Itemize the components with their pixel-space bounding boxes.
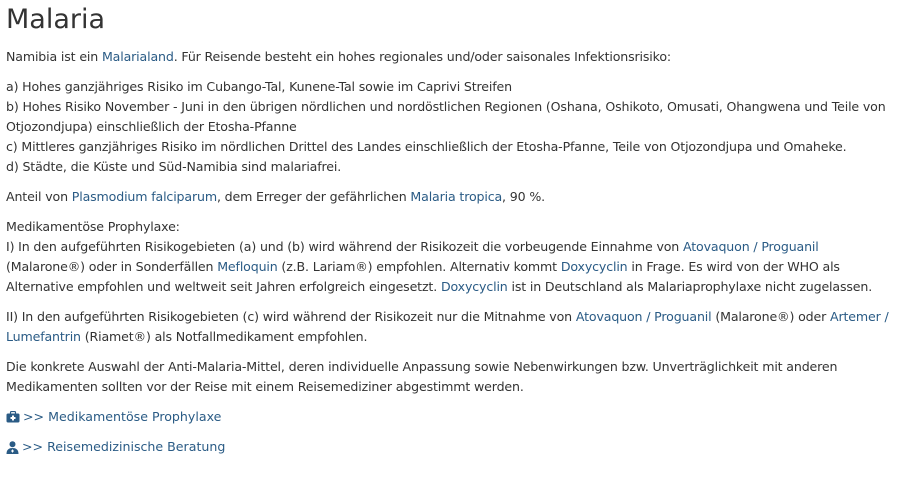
intro-paragraph: Namibia ist ein Malarialand. Für Reisende besteht ein hohes regionales und/oder saisonales Infektionsrisiko: [6, 49, 671, 64]
consultation-link[interactable]: >> Reisemedizinische Beratung [22, 439, 226, 454]
prophylaxis-link-row [6, 407, 892, 427]
mefloquin-link[interactable]: Mefloquin [217, 259, 278, 274]
risk-line-d: d) Städte, die Küste und Süd-Namibia sind malariafrei. [6, 159, 342, 174]
doxycyclin-link-2[interactable]: Doxycyclin [440, 279, 508, 294]
risk-line-a: a) Hohes ganzjähriges Risiko im Cubango-Tal, Kunene-Tal sowie im Caprivi Streifen [6, 79, 512, 94]
medkit-icon [6, 411, 20, 423]
risk-list [6, 77, 892, 177]
prophylaxis-link[interactable]: >> Medikamentöse Prophylaxe [23, 409, 222, 424]
doctor-icon [6, 441, 19, 454]
risk-line-b: b) Hohes Risiko November - Juni in den übrigen nördlichen und nordöstlichen Regionen (Oshana, Oshikoto, Omusati, Ohangwena und Teile von Otjozondjupa) einschließlich der Etosha-Pfanne [6, 99, 886, 134]
plasmodium-falciparum-link[interactable]: Plasmodium falciparum [71, 189, 217, 204]
prophylaxis-heading: Medikamentöse Prophylaxe: [6, 219, 180, 234]
atovaquon-proguanil-link[interactable]: Atovaquon / Proguanil [683, 239, 819, 254]
prophylaxis-paragraph-2: II) In den aufgeführten Risikogebieten (c) wird während der Risikozeit nur die Mitnahme von Atovaquon / Proguanil (Malarone®) oder Artemer / Lumefantrin (Riamet®) als Notfallmedikament empfohlen. [6, 309, 889, 344]
artemer-lumefantrin-link[interactable]: Artemer / Lumefantrin [6, 309, 889, 344]
falciparum-share: Anteil von Plasmodium falciparum, dem Erreger der gefährlichen Malaria tropica, 90 %. [6, 189, 546, 204]
risk-line-c: c) Mittleres ganzjähriges Risiko im nördlichen Drittel des Landes einschließlich der Etosha-Pfanne, Teile von Otjozondjupa und Omaheke. [6, 139, 847, 154]
advice-paragraph: Die konkrete Auswahl der Anti-Malaria-Mittel, deren individuelle Anpassung sowie Nebenwirkungen bzw. Unverträglichkeit mit anderen Medikamenten sollten vor der Reise mit einem Reisemediziner abgestimmt werden. [6, 359, 838, 394]
consultation-link-row [6, 437, 892, 457]
doxycyclin-link[interactable]: Doxycyclin [560, 259, 628, 274]
page-title: Malaria [6, 4, 106, 35]
prophylaxis-paragraph-1: Medikamentöse Prophylaxe: I) In den aufgeführten Risikogebieten (a) und (b) wird während der Risikozeit die vorbeugende Einnahme von Atovaquon / Proguanil (Malarone®) oder in Sonderfällen Mefloquin (z.B. Lariam®) empfohlen. Alternativ kommt Doxycyclin in Frage. Es wird von der WHO als Alternative empfohlen und weltweit seit Jahren erfolgreich eingesetzt. Doxycyclin ist in Deutschland als Malariaprophylaxe nicht zugelassen. [6, 219, 873, 294]
atovaquon-proguanil-link-2[interactable]: Atovaquon / Proguanil [575, 309, 712, 324]
malarialand-link[interactable]: Malarialand [101, 49, 174, 64]
malaria-tropica-link[interactable]: Malaria tropica [410, 189, 503, 204]
